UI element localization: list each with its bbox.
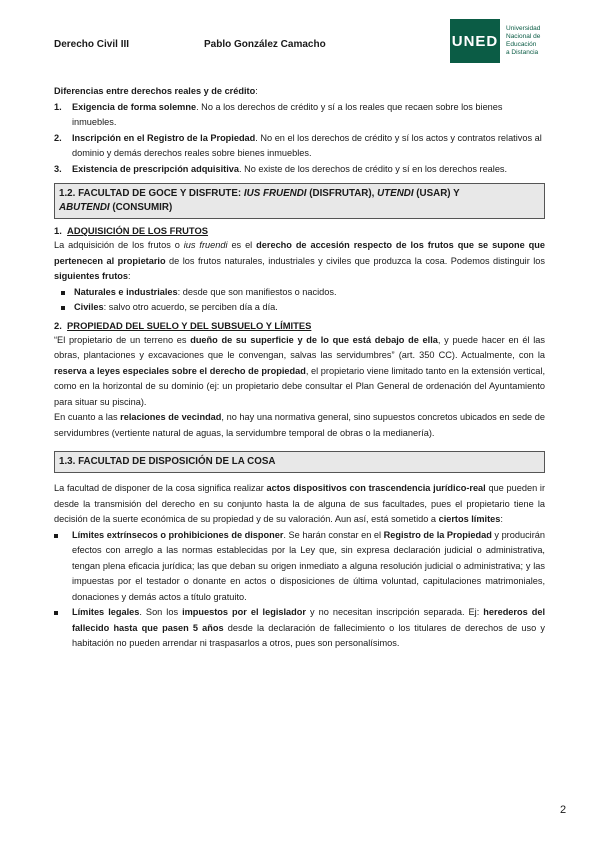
list-item: Civiles: salvo otro acuerdo, se perciben día a día.	[54, 300, 545, 316]
uned-logo	[450, 18, 564, 64]
frutos-list	[54, 285, 545, 316]
page-number: 2	[560, 804, 567, 816]
section-1-3-title: 1.3. FACULTAD DE DISPOSICIÓN DE LA COSA	[54, 451, 545, 473]
disposicion-paragraph: La facultad de disponer de la cosa significa realizar actos dispositivos con trascendencia jurídico-real que pueden ir desde la transmisión del derecho en su conjunto hasta la de alguna de sus facultades, pues el propietario tiene la decisión de la suerte económica de su propiedad y de su valoración. Aun así, está sometido a ciertos límites:	[54, 483, 546, 524]
author-name: Pablo González Camacho	[204, 39, 326, 50]
frutos-paragraph: La adquisición de los frutos o ius fruendi es el derecho de accesión respecto de los frutos que se supone que pertenecen al propietario de los frutos naturales, industriales y civiles que produzca la cosa. Podemos distinguir los siguientes frutos:	[54, 240, 546, 281]
limites-list	[54, 528, 545, 652]
subsection-1-heading: 1. ADQUISICIÓN DE LOS FRUTOS	[54, 225, 209, 236]
list-item: Límites legales. Son los impuestos por el legislador y no necesitan inscripción separada. Ej: herederos del fallecido hasta que pasen 5 años desde la declaración de fallecimiento o los titulares de derechos de uso y habitación no pueden arrendar ni traspasarlos a otros, pues son personalísimos.	[54, 605, 545, 652]
list-item: Naturales e industriales: desde que son manifiestos o nacidos.	[54, 285, 545, 301]
uned-logo-mark: UNED	[450, 19, 500, 63]
list-item: 2. Inscripción en el Registro de la Propiedad. No en el los derechos de crédito y sí los actos y contratos relativos al dominio y demás derechos reales sobre bienes inmuebles.	[54, 132, 542, 158]
section-1-2-title: 1.2. FACULTAD DE GOCE Y DISFRUTE: IUS FRUENDI (DISFRUTAR), UTENDI (USAR) Y ABUTENDI (CONSUMIR)	[54, 183, 545, 219]
bullet-square-icon	[61, 291, 65, 295]
page-header	[54, 18, 564, 64]
list-item: Límites extrínsecos o prohibiciones de disponer. Se harán constar en el Registro de la Propiedad y producirán efectos con arreglo a las normas establecidas por la Ley que, sin expresa declaración judicial o administrativa, tengan plena eficacia jurídica; las que deban su origen inmediato a alguna resolución judicial o administrativa; y las impuestas por el testador o donante en actos o disposiciones de última voluntad, capitulaciones matrimoniales, donaciones y demás actos a título gratuito.	[54, 528, 545, 606]
intro-heading: Diferencias entre derechos reales y de crédito:	[54, 86, 258, 96]
differences-list	[54, 100, 545, 178]
list-item: 3. Existencia de prescripción adquisitiva. No existe de los derechos de crédito y sí en los derechos reales.	[54, 163, 508, 174]
page-content	[54, 84, 545, 652]
uned-logo-text: Universidad Nacional de Educación a Distancia	[506, 25, 541, 56]
course-title: Derecho Civil III	[54, 39, 130, 50]
bullet-square-icon	[61, 306, 65, 310]
bullet-square-icon	[54, 611, 58, 615]
list-item: 1. Exigencia de forma solemne. No a los derechos de crédito y sí a los reales que recaen sobre los bienes inmuebles.	[54, 101, 503, 127]
suelo-paragraph: “El propietario de un terreno es dueño de su superficie y de lo que está debajo de ella, y puede hacer en él las obras, plantaciones y excavaciones que le convengan, salvas las servidumbres” (art. 350 CC). Actualmente, con la reserva a leyes especiales sobre el derecho de propiedad, el propietario viene limitado tanto en la extensión vertical, como en la horizontal de su dominio (ej: un propietario debe consultar el Plan General de ordenación del Ayuntamiento para situar su piscina).	[54, 334, 545, 407]
vecindad-paragraph: En cuanto a las relaciones de vecindad, no hay una normativa general, sino supuestos concretos ubicados en sede de servidumbres (vertiente natural de aguas, la servidumbre temporal de obras o la medianería).	[54, 412, 546, 438]
subsection-2-heading: 2. PROPIEDAD DEL SUELO Y DEL SUBSUELO Y LÍMITES	[54, 319, 312, 331]
bullet-square-icon	[54, 534, 58, 538]
